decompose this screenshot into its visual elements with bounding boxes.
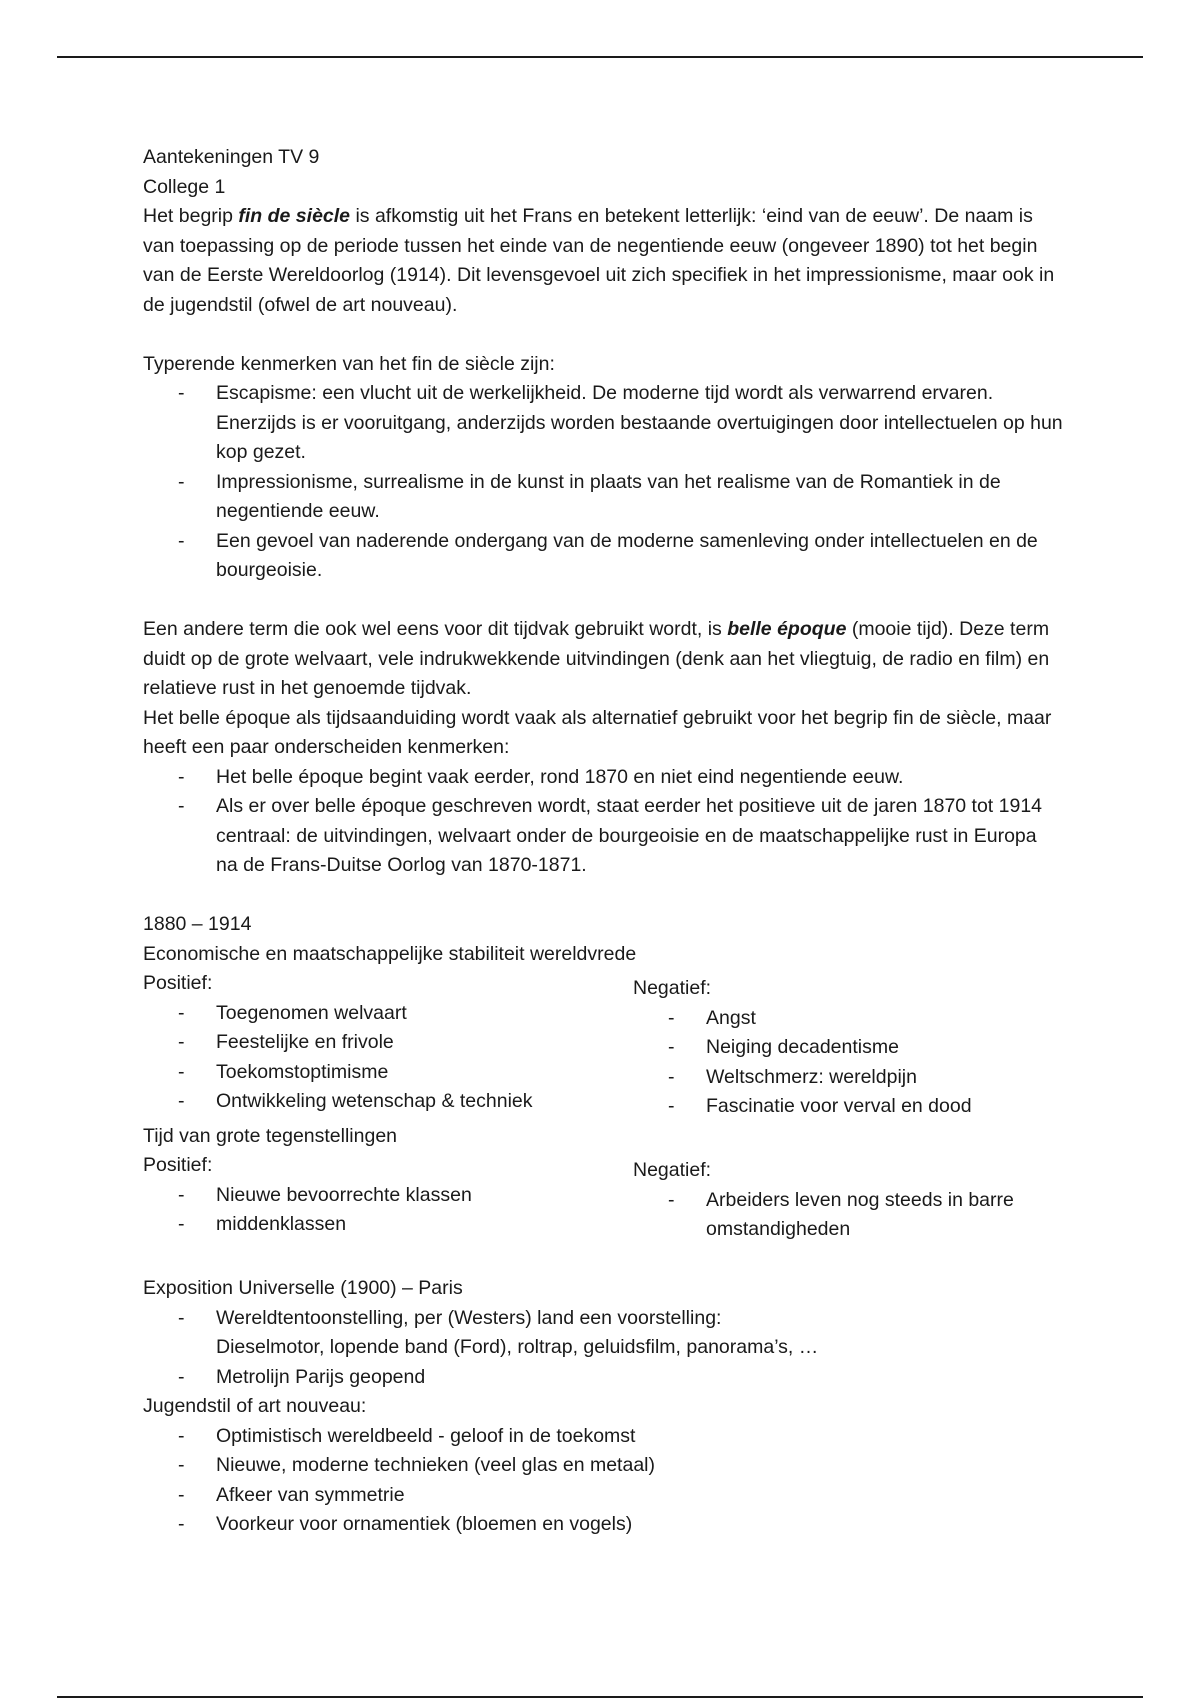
document-body [143, 143, 1063, 1540]
list-item: - Afkeer van symmetrie [216, 1481, 1063, 1511]
list-item: - Nieuwe, moderne technieken (veel glas en metaal) [216, 1451, 1063, 1481]
list-item: - Het belle époque begint vaak eerder, rond 1870 en niet eind negentiende eeuw. [216, 763, 1063, 793]
list-item: - Optimistisch wereldbeeld - geloof in de toekomst [216, 1422, 1063, 1452]
list-item: - Een gevoel van naderende ondergang van de moderne samenleving onder intellectuelen en de bourgeoisie. [216, 527, 1063, 586]
list-item: - Als er over belle époque geschreven wordt, staat eerder het positieve uit de jaren 1870 tot 1914 centraal: de uitvindingen, welvaart onder de bourgeoisie en de maatschappelijke rust in Europa na de Frans-Duitse Oorlog van 1870-1871. [216, 792, 1063, 881]
intro-term: fin de siècle [238, 205, 351, 227]
positive-list-2 [143, 1181, 633, 1240]
intro-post: is afkomstig uit het Frans en betekent letterlijk: ‘eind van de eeuw’. De naam is van toepassing op de periode tussen het einde van de negentiende eeuw (ongeveer 1890) tot het begin van de Eerste Wereldoorlog (1914). Dit levensgevoel uit zich specifiek in het impressionisme, maar ook in de jugendstil (ofwel de art nouveau). [143, 205, 1055, 316]
header-rule [57, 56, 1143, 58]
footer-rule [57, 1696, 1143, 1698]
contrast-heading: Tijd van grote tegenstellingen [143, 1124, 398, 1147]
list-item: - Nieuwe bevoorrechte klassen [216, 1181, 633, 1211]
list-item: - Arbeiders leven nog steeds in barre omstandigheden [706, 1186, 1063, 1245]
list-item: - Fascinatie voor verval en dood [706, 1092, 1063, 1122]
positive-label-2: Positief: [143, 1154, 213, 1176]
jugendstil-list [143, 1422, 1063, 1540]
exposition-heading: Exposition Universelle (1900) – Paris [143, 1277, 463, 1299]
positive-column-2 [143, 1151, 633, 1245]
positive-label: Positief: [143, 972, 213, 994]
exposition-item-line-1: - Wereldtentoonstelling, per (Westers) land een voorstelling: [216, 1306, 722, 1329]
belle-pre: Een andere term die ook wel eens voor dit tijdvak gebruikt wordt, is [143, 618, 728, 640]
negative-column [633, 969, 1063, 1122]
exposition-item-line-2: Dieselmotor, lopende band (Ford), roltrap, geluidsfilm, panorama’s, … [216, 1336, 819, 1358]
exposition-list [143, 1304, 1063, 1393]
negative-list-2 [633, 1186, 1063, 1245]
intro-paragraph [143, 202, 1063, 320]
list-item: - Escapisme: een vlucht uit de werkelijkheid. De moderne tijd wordt als verwarrend ervaren. Enerzijds is er vooruitgang, anderzijds worden bestaande overtuigingen door intellectuelen op hun kop gezet. [216, 379, 1063, 468]
kenmerken-heading: Typerende kenmerken van het fin de siècle zijn: [143, 352, 555, 375]
stability-columns [143, 969, 1063, 1122]
list-item: - Toekomstoptimisme [216, 1058, 633, 1088]
list-item: - Ontwikkeling wetenschap & techniek [216, 1087, 633, 1117]
list-item: - Impressionisme, surrealisme in de kunst in plaats van het realisme van de Romantiek in de negentiende eeuw. [216, 468, 1063, 527]
jugendstil-heading: Jugendstil of art nouveau: [143, 1395, 367, 1417]
list-item: - Metrolijn Parijs geopend [216, 1363, 1063, 1393]
period-years: 1880 – 1914 [143, 913, 252, 935]
list-item: - Angst [706, 1004, 1063, 1034]
list-item: - Toegenomen welvaart [216, 999, 633, 1029]
list-item: - Voorkeur voor ornamentiek (bloemen en vogels) [216, 1510, 1063, 1540]
kenmerken-list [143, 379, 1063, 586]
belle-paragraph [143, 615, 1063, 704]
college-label: College 1 [143, 175, 226, 198]
intro-pre: Het begrip [143, 205, 239, 227]
list-item: - Neiging decadentisme [706, 1033, 1063, 1063]
period-subtitle: Economische en maatschappelijke stabiliteit wereldvrede [143, 942, 637, 965]
list-item: - middenklassen [216, 1210, 633, 1240]
contrast-columns [143, 1151, 1063, 1245]
list-item: - Weltschmerz: wereldpijn [706, 1063, 1063, 1093]
positive-list [143, 999, 633, 1117]
belle-term: belle époque [727, 618, 847, 640]
negative-list [633, 1004, 1063, 1122]
negative-label: Negatief: [633, 977, 712, 999]
belle-paragraph-2: Het belle époque als tijdsaanduiding wordt vaak als alternatief gebruikt voor het begrip fin de siècle, maar heeft een paar onderscheiden kenmerken: [143, 706, 1052, 758]
doc-title: Aantekeningen TV 9 [143, 146, 320, 168]
list-item: - Feestelijke en frivole [216, 1028, 633, 1058]
list-item [216, 1304, 1063, 1363]
belle-list [143, 763, 1063, 881]
positive-column [143, 969, 633, 1122]
negative-label-2: Negatief: [633, 1159, 712, 1181]
belle-post: (mooie tijd). Deze term duidt op de grote welvaart, vele indrukwekkende uitvindingen (denk aan het vliegtuig, de radio en film) en relatieve rust in het genoemde tijdvak. [143, 618, 1050, 699]
negative-column-2 [633, 1151, 1063, 1245]
